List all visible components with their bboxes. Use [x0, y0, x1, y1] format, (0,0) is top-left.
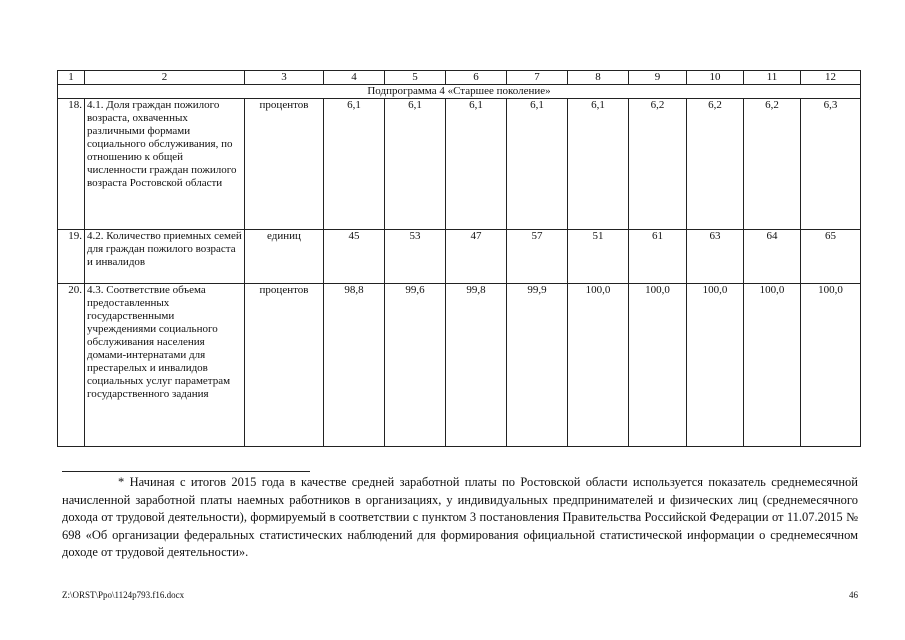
value-cell: 53 [385, 230, 446, 284]
indicator-name: 4.1. Доля граждан пожилого возраста, охваченных различными формами социального обслуживания, по отношению к общей численности граждан пожилого возраста Ростовской области [85, 99, 245, 230]
column-number-cell: 4 [324, 71, 385, 85]
column-number-cell: 8 [568, 71, 629, 85]
subprogram-title: Подпрограмма 4 «Старшее поколение» [58, 85, 861, 99]
value-cell: 6,1 [385, 99, 446, 230]
page-number: 46 [849, 590, 858, 600]
unit-cell: процентов [245, 284, 324, 447]
column-number-cell: 6 [446, 71, 507, 85]
value-cell: 47 [446, 230, 507, 284]
column-number-cell: 2 [85, 71, 245, 85]
subprogram-row [58, 85, 861, 99]
file-path: Z:\ORST\Ppo\1124p793.f16.docx [62, 590, 185, 600]
value-cell: 100,0 [568, 284, 629, 447]
value-cell: 51 [568, 230, 629, 284]
row-number: 20. [58, 284, 85, 447]
value-cell: 6,1 [507, 99, 568, 230]
indicators-table [57, 70, 861, 447]
value-cell: 100,0 [687, 284, 744, 447]
value-cell: 45 [324, 230, 385, 284]
column-number-cell: 10 [687, 71, 744, 85]
value-cell: 99,6 [385, 284, 446, 447]
value-cell: 6,2 [629, 99, 687, 230]
value-cell: 6,2 [744, 99, 801, 230]
value-cell: 6,1 [446, 99, 507, 230]
column-number-cell: 5 [385, 71, 446, 85]
value-cell: 99,8 [446, 284, 507, 447]
value-cell: 65 [801, 230, 861, 284]
indicator-name: 4.3. Соответствие объема предоставленных государственными учреждениями социального обслуживания населения домами-интернатами для престарелых и инвалидов социальных услуг параметрам государственного задания [85, 284, 245, 447]
value-cell: 6,2 [687, 99, 744, 230]
value-cell: 100,0 [744, 284, 801, 447]
column-number-row [58, 71, 861, 85]
unit-cell: процентов [245, 99, 324, 230]
value-cell: 6,1 [568, 99, 629, 230]
column-number-cell: 3 [245, 71, 324, 85]
value-cell: 98,8 [324, 284, 385, 447]
table-row [58, 284, 861, 447]
unit-cell: единиц [245, 230, 324, 284]
column-number-cell: 1 [58, 71, 85, 85]
value-cell: 100,0 [801, 284, 861, 447]
row-number: 18. [58, 99, 85, 230]
column-number-cell: 7 [507, 71, 568, 85]
row-number: 19. [58, 230, 85, 284]
indicator-name: 4.2. Количество приемных семей для граждан пожилого возраста и инвалидов [85, 230, 245, 284]
value-cell: 6,1 [324, 99, 385, 230]
column-number-cell: 12 [801, 71, 861, 85]
value-cell: 64 [744, 230, 801, 284]
value-cell: 100,0 [629, 284, 687, 447]
value-cell: 57 [507, 230, 568, 284]
value-cell: 6,3 [801, 99, 861, 230]
value-cell: 63 [687, 230, 744, 284]
footnote-separator [62, 471, 310, 472]
value-cell: 61 [629, 230, 687, 284]
table-row [58, 99, 861, 230]
column-number-cell: 11 [744, 71, 801, 85]
value-cell: 99,9 [507, 284, 568, 447]
table-row [58, 230, 861, 284]
column-number-cell: 9 [629, 71, 687, 85]
footnote: * Начиная с итогов 2015 года в качестве средней заработной платы по Ростовской области используется показатель среднемесячной начисленной заработной платы наемных работников в организациях, у индивидуальных предпринимателей и физических лиц (среднемесячного дохода от трудовой деятельности), формируемый в соответствии с пунктом 3 постановления Правительства Российской Федерации от 11.07.2015 № 698 «Об организации федеральных статистических наблюдений для формирования официальной статистической информации о среднемесячном доходе от трудовой деятельности». [62, 475, 858, 559]
